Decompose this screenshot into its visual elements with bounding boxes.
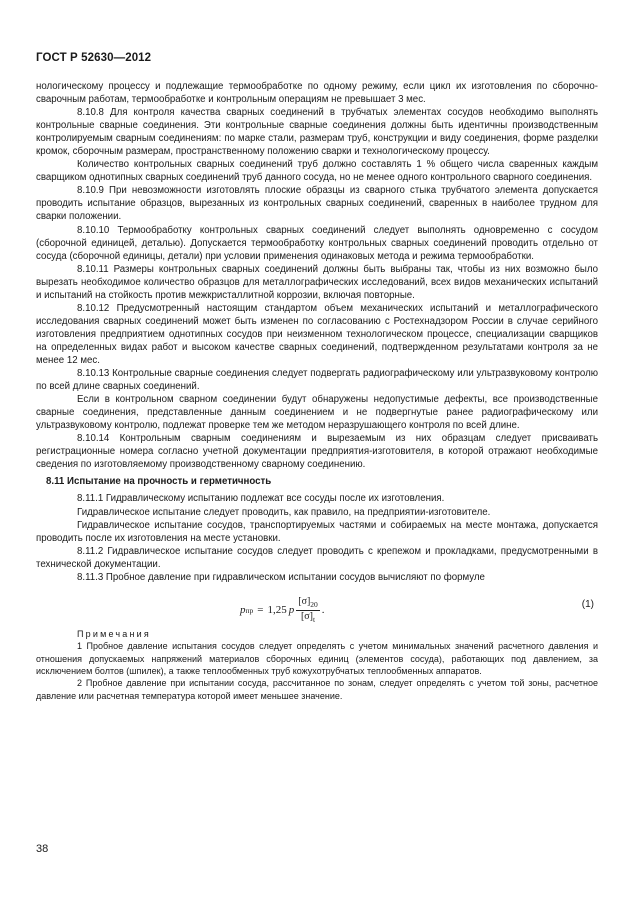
section-heading: 8.11 Испытание на прочность и герметичность bbox=[46, 476, 272, 488]
page-number: 38 bbox=[36, 843, 49, 855]
paragraph: Если в контрольном сварном соединении будут обнаружены недопустимые дефекты, все производственные сварные соединения, представленные данным соединением и не подвергнутые ранее радиографическому или ультразвуковому контролю, подлежат проверке тем же методом неразрушающего контроля по всей длине. bbox=[36, 394, 598, 432]
formula-denominator: $[\sigma]_t$ bbox=[300, 610, 316, 624]
formula-coefficient: 1,25 bbox=[267, 603, 287, 616]
formula-numerator: $[\sigma]_{20}$ bbox=[298, 595, 318, 609]
paragraph: Гидравлическое испытание сосудов, транспортируемых частями и собираемых на месте монтажа, допускается проводить после их изготовления на месте установки. bbox=[36, 519, 598, 544]
formula-lhs-subscript: пр bbox=[245, 605, 254, 615]
paragraph: 8.11.1 Гидравлическому испытанию подлежат все сосуды после их изготовления. bbox=[77, 493, 445, 505]
document-header: ГОСТ Р 52630—2012 bbox=[36, 52, 152, 64]
notes-block bbox=[36, 628, 598, 702]
paragraph: 8.11.3 Пробное давление при гидравлическом испытании сосудов вычисляют по формуле bbox=[77, 571, 485, 583]
notes-title: Примечания bbox=[77, 628, 151, 639]
paragraph: 8.10.13 Контрольные сварные соединения следует подвергать радиографическому или ультразвуковому контролю по всей длине сварных соединений. bbox=[36, 368, 598, 393]
formula-p: p bbox=[288, 603, 295, 616]
paragraph: 8.10.8 Для контроля качества сварных соединений в трубчатых элементах сосудов необходимо выполнять контрольные сварные соединения. Эти контрольные сварные соединения должны быть идентичны производственным контролируемым сварным соединениям: по марке стали, размерам труб, конструкции и виду соединения, форме разделки кромок, сборочным размерам, пространственному положению сварки и технологическому процессу. bbox=[36, 107, 598, 158]
formula-period: . bbox=[321, 603, 325, 616]
formula bbox=[240, 596, 325, 625]
formula-lhs: p bbox=[240, 603, 246, 616]
document-body bbox=[36, 80, 598, 702]
equation-number: (1) bbox=[581, 598, 594, 610]
paragraph: 8.10.12 Предусмотренный настоящим стандартом объем механических испытаний и металлографического исследования сварных соединений может быть изменен по согласованию с Ростехнадзором России в случае серийного изготовления предприятием однотипных сосудов при неизменном технологическом процессе, специализации сварщиков на определенных видах работ и высоком качестве сварных соединений, подтвержденном результатами контроля за не менее 12 мес. bbox=[36, 302, 598, 366]
paragraph: 8.10.11 Размеры контрольных сварных соединений должны быть выбраны так, чтобы из них возможно было вырезать необходимое количество образцов для металлографических исследований, всех видов механических испытаний и испытаний на стойкость против межкристаллитной коррозии, включая повторные. bbox=[36, 263, 598, 301]
paragraph: нологическому процессу и подлежащие термообработке по одному режиму, если цикл их изготовления по сборочно-сварочным работам, термообработке и контрольным операциям не превышает 3 мес. bbox=[36, 81, 598, 106]
formula-fraction bbox=[296, 596, 320, 625]
formula-equals: = bbox=[257, 603, 264, 616]
paragraph: 8.10.10 Термообработку контрольных сварных соединений следует выполнять одновременно с сосудом (сборочной единицей, деталью). Допускается термообработку контрольных сварных соединений проводить отдельно от сосуда (сборочной единицы, детали) при условии применения одинаковых метода и режима термообработки. bbox=[36, 224, 598, 262]
paragraph: 8.10.9 При невозможности изготовлять плоские образцы из сварного стыка трубчатого элемента допускается проводить испытание образцов, вырезанных из контрольных сварных соединений, сваренных в наиболее трудном для сварки положении. bbox=[36, 185, 598, 223]
note-item: 1 Пробное давление испытания сосудов следует определять с учетом минимальных значений расчетного давления и отношения допускаемых напряжений материалов сборочных единиц (элементов сосуда), работающих под давлением, за исключением болтов (шпилек), а также теплообменных труб кожухотрубчатых теплообменных аппаратов. bbox=[36, 641, 598, 676]
paragraph: Количество контрольных сварных соединений труб должно составлять 1 % общего числа сваренных каждым сварщиком однотипных сварных соединений труб данного сосуда, но не менее одного контрольного сварного соединения. bbox=[36, 159, 598, 184]
paragraph: 8.10.14 Контрольным сварным соединениям и вырезаемым из них образцам следует присваивать регистрационные номера согласно учетной документации предприятия-изготовителя, в которой отражают необходимые сведения по изготовляемому производственному сварному соединению. bbox=[36, 433, 598, 471]
note-item: 2 Пробное давление при испытании сосуда, рассчитанное по зонам, следует определять с учетом той зоны, расчетное давление или расчетная температура которой имеет меньшее значение. bbox=[36, 678, 598, 701]
paragraph: Гидравлическое испытание следует проводить, как правило, на предприятии-изготовителе. bbox=[77, 506, 491, 518]
paragraph: 8.11.2 Гидравлическое испытание сосудов следует проводить с крепежом и прокладками, предусмотренными в технической документации. bbox=[36, 545, 598, 570]
formula-block bbox=[36, 590, 598, 624]
